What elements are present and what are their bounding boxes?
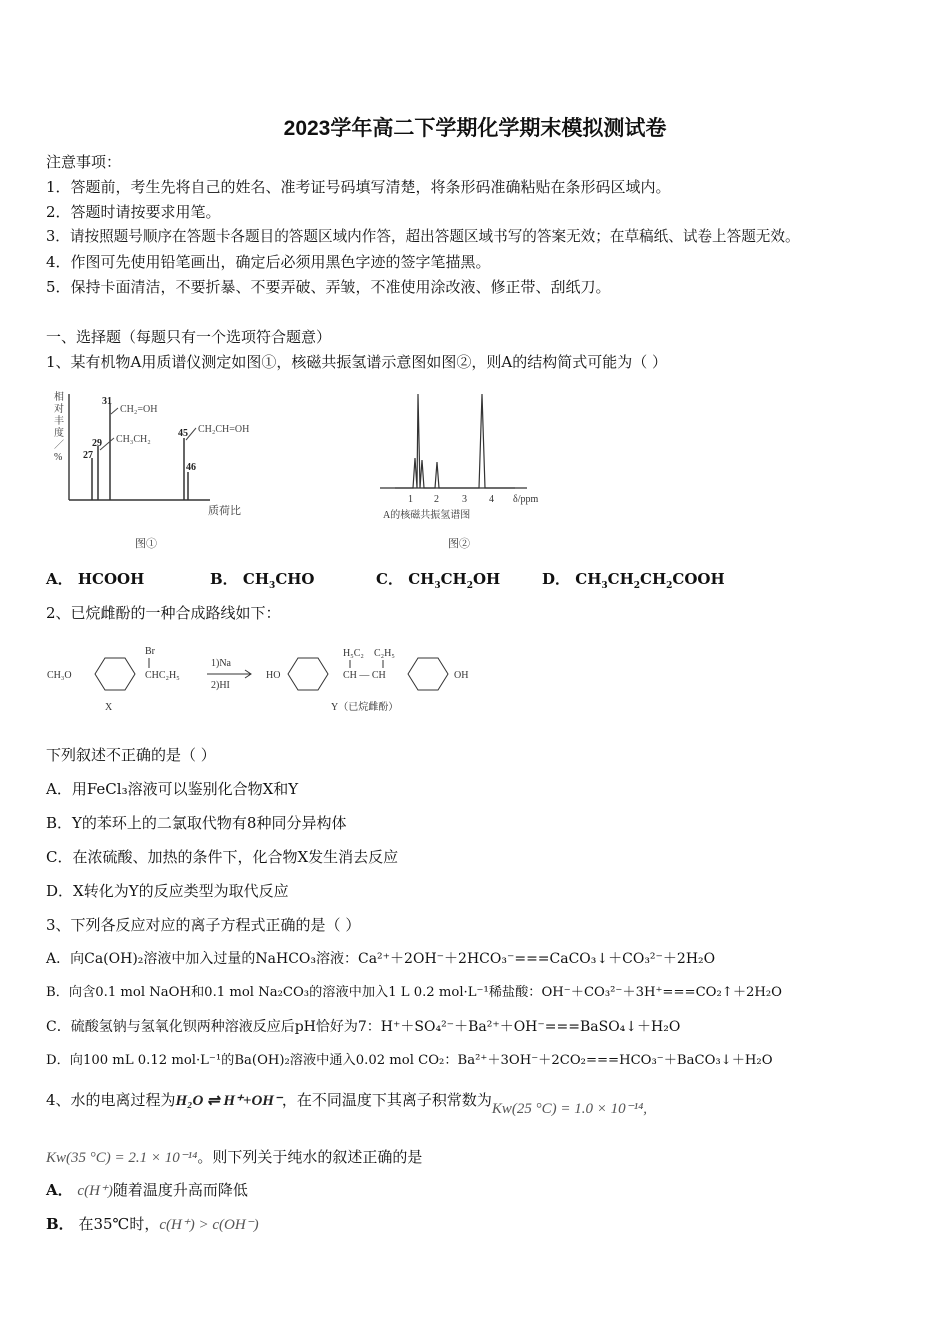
kw-25: Kw(25 °C) = 1.0 × 10⁻¹⁴, <box>491 1101 648 1117</box>
ion-label: CH₃CH₂ <box>116 434 151 445</box>
x-label: X <box>105 702 113 713</box>
y-ethyl-2: C₂H₅ <box>374 648 395 659</box>
math-expression: c(H⁺) <box>77 1183 113 1199</box>
option-c[interactable]: C．在浓硫酸、加热的条件下，化合物X发生消去反应 <box>46 848 399 866</box>
ylabel-char: ／ <box>54 440 64 451</box>
nmr-tick: 1 <box>408 494 413 505</box>
y-hydroxy-right: OH <box>454 670 469 681</box>
ylabel-char: 相 <box>54 392 64 403</box>
notice-item: 4．作图可先使用铅笔画出，确定后必须用黑色字迹的签字笔描黑。 <box>46 253 491 271</box>
nmr-tick: 4 <box>489 494 494 505</box>
xlabel: 质荷比 <box>208 505 241 517</box>
option-b[interactable]: B． 在35℃时，c(H⁺) > c(OH⁻) <box>46 1215 259 1233</box>
option-b[interactable]: B．向含0.1 mol NaOH和0.1 mol Na₂CO₃的溶液中加入1 L 0.2 mol·L⁻¹稀盐酸：OH⁻＋CO₃²⁻＋3H⁺===CO₂↑＋2H₂O <box>46 985 782 1000</box>
benzene-ring <box>288 658 328 690</box>
option-d[interactable]: D．X转化为Y的反应类型为取代反应 <box>46 882 289 900</box>
option-c[interactable]: C． $CH_3CH_2OH$ <box>376 570 501 591</box>
q4-stem-b: ，在不同温度下其离子积常数为 <box>281 1091 492 1109</box>
reagent-2: 2)HI <box>211 680 230 691</box>
peak-label: 45 <box>178 428 188 439</box>
nmr-figure <box>375 390 575 555</box>
figure-1-caption: 图① <box>135 538 157 550</box>
notice-item: 2．答题时请按要求用笔。 <box>46 203 221 221</box>
question-4-stem-line-1 <box>46 1090 648 1117</box>
notice-item: 1．答题前，考生先将自己的姓名、准考证号码填写清楚，将条形码准确粘贴在条形码区域内。 <box>46 178 671 196</box>
nmr-tick: 3 <box>462 494 467 505</box>
ion-label: CH₂=OH <box>120 404 158 415</box>
option-a[interactable]: A．用FeCl₃溶液可以鉴别化合物X和Y <box>46 780 299 798</box>
notice-item: 5．保持卡面清洁，不要折暴、不要弄破、弄皱，不准使用涂改液、修正带、刮纸刀。 <box>46 278 611 296</box>
y-hydroxy-left: HO <box>266 670 281 681</box>
x-chain: CHC₂H₅ <box>145 670 180 681</box>
question-3-stem: 3、下列各反应对应的离子方程式正确的是（ ） <box>46 916 361 934</box>
page-title: 2023学年高二下学期化学期末模拟测试卷 <box>283 117 667 140</box>
figure-2-caption: 图② <box>448 538 470 550</box>
benzene-ring <box>95 658 135 690</box>
y-chain: CH — CH <box>343 670 386 681</box>
q4-stem-c: 。则下列关于纯水的叙述正确的是 <box>197 1148 423 1166</box>
peak-label: 27 <box>83 450 93 461</box>
section-heading: 一、选择题（每题只有一个选项符合题意） <box>46 328 332 346</box>
option-b[interactable]: B．Y的苯环上的二氯取代物有8种同分异构体 <box>46 814 347 832</box>
x-methoxy: CH₃O <box>47 670 72 681</box>
nmr-tick: 2 <box>434 494 439 505</box>
ion-label: CH₂CH=OH <box>198 424 250 435</box>
option-a[interactable]: A． HCOOH <box>46 570 145 588</box>
option-b[interactable]: B． $CH_3CHO$ <box>210 570 315 591</box>
y-ethyl-1: H₅C₂ <box>343 648 364 659</box>
option-c[interactable]: C．硫酸氢钠与氢氧化钡两种溶液反应后pH恰好为7：H⁺＋SO₄²⁻＋Ba²⁺＋OH⁻===BaSO₄↓＋H₂O <box>46 1019 681 1035</box>
ylabel-char: 对 <box>54 404 64 415</box>
peak-label: 46 <box>186 462 196 473</box>
question-2-sub-stem: 下列叙述不正确的是（ ） <box>46 746 216 764</box>
q4-stem-a: 4、水的电离过程为 <box>46 1091 176 1109</box>
notice-heading: 注意事项： <box>46 153 122 171</box>
nmr-axis-label: δ/ppm <box>513 494 539 505</box>
nmr-spectrum <box>395 394 515 488</box>
option-d[interactable]: D． $CH_3CH_2CH_2COOH$ <box>542 570 725 591</box>
question-4-stem-line-2 <box>46 1147 422 1168</box>
x-bromo: Br <box>145 646 155 657</box>
question-2-stem: 2、已烷雌酚的一种合成路线如下： <box>46 604 281 622</box>
benzene-ring <box>408 658 448 690</box>
reagent-1: 1)Na <box>211 658 231 669</box>
reaction-scheme <box>45 638 485 718</box>
ylabel-char: 度 <box>54 428 64 439</box>
kw-35: Kw(35 °C) = 2.1 × 10⁻¹⁴ <box>46 1150 198 1166</box>
y-label: Y（已烷雌酚） <box>331 702 399 713</box>
question-1-stem: 1、某有机物A用质谱仪测定如图①，核磁共振氢谱示意图如图②，则A的结构简式可能为（ ） <box>46 353 667 371</box>
ylabel-char: 丰 <box>54 416 64 427</box>
peak-label: 31 <box>102 396 112 407</box>
ionization-equation: H₂O ⇌ H⁺+OH⁻ <box>175 1093 282 1109</box>
option-a[interactable]: A． c(H⁺)随着温度升高而降低 <box>46 1181 248 1199</box>
option-d[interactable]: D．向100 mL 0.12 mol·L⁻¹的Ba(OH)₂溶液中通入0.02 mol CO₂：Ba²⁺＋3OH⁻＋2CO₂===HCO₃⁻＋BaCO₃↓＋H₂O <box>46 1053 773 1068</box>
peak-label: 29 <box>92 438 102 449</box>
nmr-label: A的核磁共振氢谱图 <box>383 510 471 521</box>
option-a[interactable]: A．向Ca(OH)₂溶液中加入过量的NaHCO₃溶液：Ca²⁺＋2OH⁻＋2HCO₃⁻===CaCO₃↓＋CO₃²⁻＋2H₂O <box>46 951 716 967</box>
mass-spectrum-figure <box>50 390 290 555</box>
math-expression: c(H⁺) > c(OH⁻) <box>159 1217 259 1233</box>
ylabel-char: % <box>54 452 63 463</box>
notice-item: 3．请按照题号顺序在答题卡各题目的答题区域内作答，超出答题区域书写的答案无效；在草稿纸、试卷上答题无效。 <box>46 228 800 245</box>
